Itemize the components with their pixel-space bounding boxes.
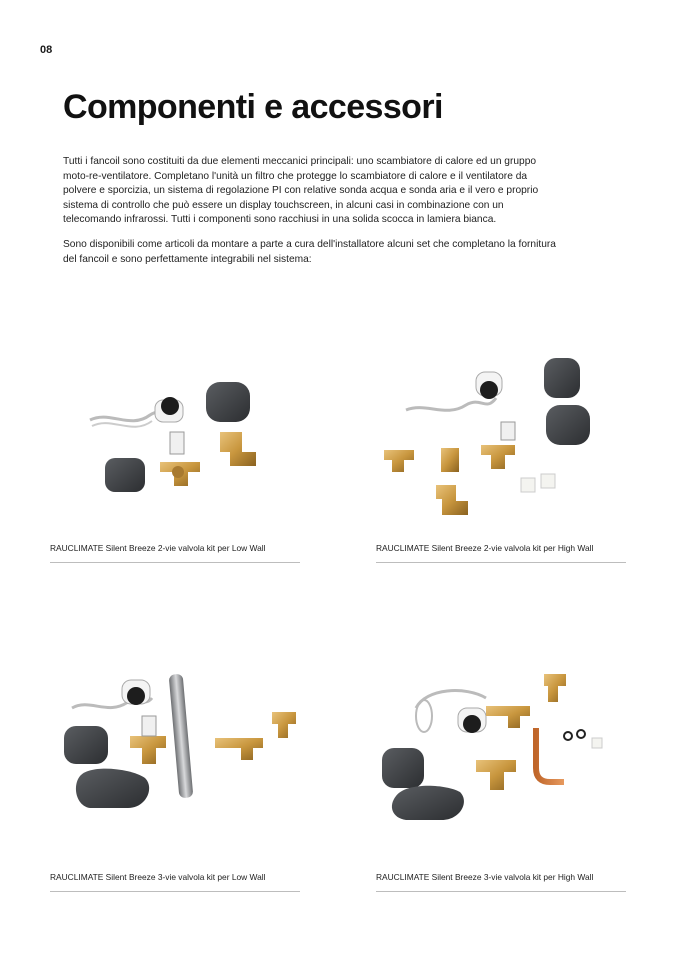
kit-2-way-high-wall-photo [376, 350, 626, 520]
caption-divider [50, 562, 300, 563]
product-3-way-high-wall [376, 668, 626, 895]
kits-paragraph: Sono disponibili come articoli da montare a parte a cura dell'installatore alcuni set che completano la fornitura del fancoil e sono perfettamente integrabili nel sistema: [63, 239, 556, 265]
intro-paragraph: Tutti i fancoil sono costituiti da due elementi meccanici principali: uno scambiatore di calore ed un gruppo moto-re-ventilatore. Completano l'unità un filtro che protegge lo scambiatore di calore e il ventilatore da polvere e sporcizia, un sistema di regolazione PI con relative sonda acqua e sonda aria e il vero e proprio sistema di controllo che può essere un display touchscreen, in alcuni casi in combinazione con un telecomando infrarossi. Tutti i componenti sono racchiusi in una solida scocca in lamiera bianca. [63, 156, 539, 225]
product-caption: RAUCLIMATE Silent Breeze 2-vie valvola kit per Low Wall [50, 543, 266, 553]
caption-divider [50, 891, 300, 892]
caption-divider [376, 891, 626, 892]
product-caption: RAUCLIMATE Silent Breeze 2-vie valvola kit per High Wall [376, 543, 594, 553]
product-3-way-low-wall [50, 668, 300, 895]
product-2-way-high-wall [376, 350, 626, 565]
product-2-way-low-wall [50, 370, 300, 565]
kit-3-way-low-wall-photo [50, 668, 310, 828]
page-title: Componenti e accessori [63, 88, 443, 126]
page-number: 08 [40, 44, 53, 56]
kit-2-way-low-wall-photo [50, 370, 300, 510]
kit-3-way-high-wall-photo [376, 668, 626, 828]
product-caption: RAUCLIMATE Silent Breeze 3-vie valvola kit per Low Wall [50, 872, 266, 882]
product-caption: RAUCLIMATE Silent Breeze 3-vie valvola kit per High Wall [376, 872, 594, 882]
caption-divider [376, 562, 626, 563]
